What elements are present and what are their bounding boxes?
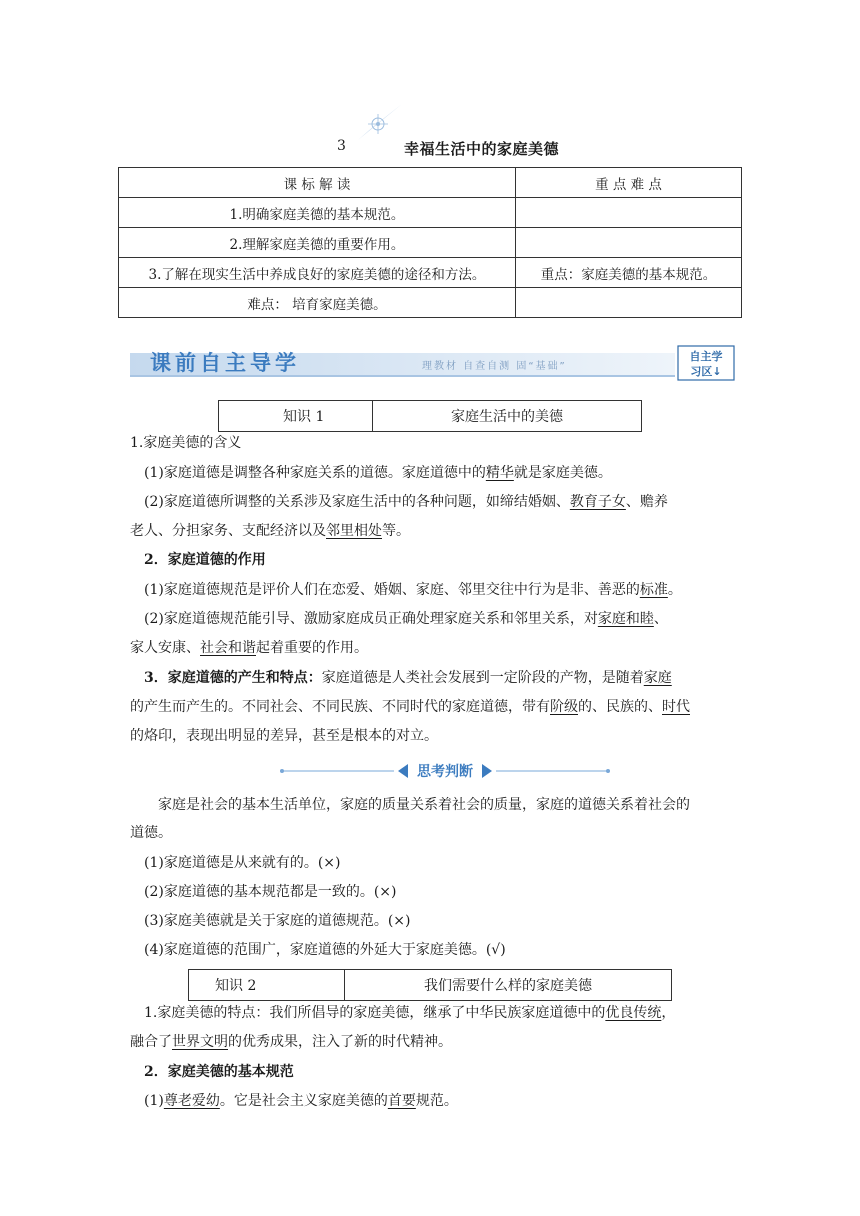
- lesson-heading: [118, 138, 742, 160]
- section-banner: [130, 345, 736, 381]
- k1-paragraph-5: 3．家庭道德的产生和特点：家庭道德是人类社会发展到一定阶段的产物，是随着家庭: [144, 670, 672, 686]
- k2-paragraph-1: 1.家庭美德的特点：我们所倡导的家庭美德，继承了中华民族家庭道德中的优良传统，: [144, 1005, 676, 1021]
- table-row: [119, 258, 742, 288]
- think-item: (2)家庭道德的基本规范都是一致的。(×): [144, 884, 397, 900]
- table-cell: 3.了解在现实生活中养成良好的家庭美德的途径和方法。: [119, 258, 516, 288]
- lesson-number: 3: [337, 138, 346, 154]
- table-header-row: [119, 168, 742, 198]
- banner-badge-line1: 自主学: [689, 350, 723, 363]
- think-title: 思考判断: [417, 764, 473, 780]
- table-row: [119, 198, 742, 228]
- k2-paragraph-1-cont: 融合了世界文明的优秀成果，注入了新的时代精神。: [130, 1034, 452, 1050]
- think-intro: 家庭是社会的基本生活单位，家庭的质量关系着社会的质量，家庭的道德关系着社会的: [158, 797, 690, 813]
- k1-heading-1: 1.家庭美德的含义: [130, 435, 242, 451]
- k1-paragraph-5-end: 的烙印，表现出明显的差异，甚至是根本的对立。: [130, 728, 438, 744]
- knowledge-2-header: [188, 969, 672, 1001]
- k2-heading-2: 2．家庭美德的基本规范: [144, 1064, 294, 1080]
- table-cell: 难点： 培育家庭美德。: [119, 288, 516, 318]
- table-cell: 重点：家庭美德的基本规范。: [516, 258, 742, 288]
- lesson-title: 幸福生活中的家庭美德: [404, 140, 560, 158]
- k1-paragraph-3: (1)家庭道德规范是评价人们在恋爱、婚姻、家庭、邻里交往中行为是非、善恶的标准。: [144, 582, 682, 598]
- k1-paragraph-2-cont: 老人、分担家务、支配经济以及邻里相处等。: [130, 523, 410, 539]
- k1-paragraph-4-cont: 家人安康、社会和谐起着重要的作用。: [130, 640, 368, 656]
- table-cell: 2.理解家庭美德的重要作用。: [119, 228, 516, 258]
- k1-paragraph-4: (2)家庭道德规范能引导、激励家庭成员正确处理家庭关系和邻里关系，对家庭和睦、: [144, 611, 668, 627]
- k1-paragraph-1: (1)家庭道德是调整各种家庭关系的道德。家庭道德中的精华就是家庭美德。: [144, 465, 612, 481]
- think-item: (1)家庭道德是从来就有的。(×): [144, 855, 341, 871]
- header-standards: 课 标 解 读: [119, 168, 516, 198]
- think-divider: [280, 760, 610, 782]
- knowledge-title: 家庭生活中的美德: [451, 409, 563, 425]
- think-item: (4)家庭道德的范围广，家庭道德的外延大于家庭美德。(√): [144, 942, 506, 958]
- k1-paragraph-5-cont: 的产生而产生的。不同社会、不同民族、不同时代的家庭道德，带有阶级的、民族的、时代: [130, 699, 690, 715]
- table-cell: [516, 228, 742, 258]
- think-intro-cont: 道德。: [130, 825, 172, 841]
- knowledge-title: 我们需要什么样的家庭美德: [424, 978, 592, 994]
- k1-paragraph-2: (2)家庭道德所调整的关系涉及家庭生活中的各种问题，如缔结婚姻、教育子女、赡养: [144, 494, 668, 510]
- compass-star-icon: [354, 102, 404, 142]
- knowledge-label: 知识 2: [189, 970, 345, 1000]
- banner-badge-line2: 习区↓: [690, 365, 722, 378]
- banner-title: 课前自主导学: [150, 351, 300, 375]
- k2-paragraph-2: (1)尊老爱幼。它是社会主义家庭美德的首要规范。: [144, 1093, 458, 1109]
- header-key-points: 重 点 难 点: [516, 168, 742, 198]
- standards-table: [118, 167, 742, 318]
- table-cell: 1.明确家庭美德的基本规范。: [119, 198, 516, 228]
- k1-heading-2: 2．家庭道德的作用: [144, 552, 266, 568]
- table-row: [119, 228, 742, 258]
- table-cell: [516, 288, 742, 318]
- table-cell: [516, 198, 742, 228]
- banner-subtitle: 理教材 自查自测 固“基础”: [422, 361, 567, 372]
- think-item: (3)家庭美德就是关于家庭的道德规范。(×): [144, 913, 411, 929]
- knowledge-label: 知识 1: [219, 401, 373, 431]
- table-row: [119, 288, 742, 318]
